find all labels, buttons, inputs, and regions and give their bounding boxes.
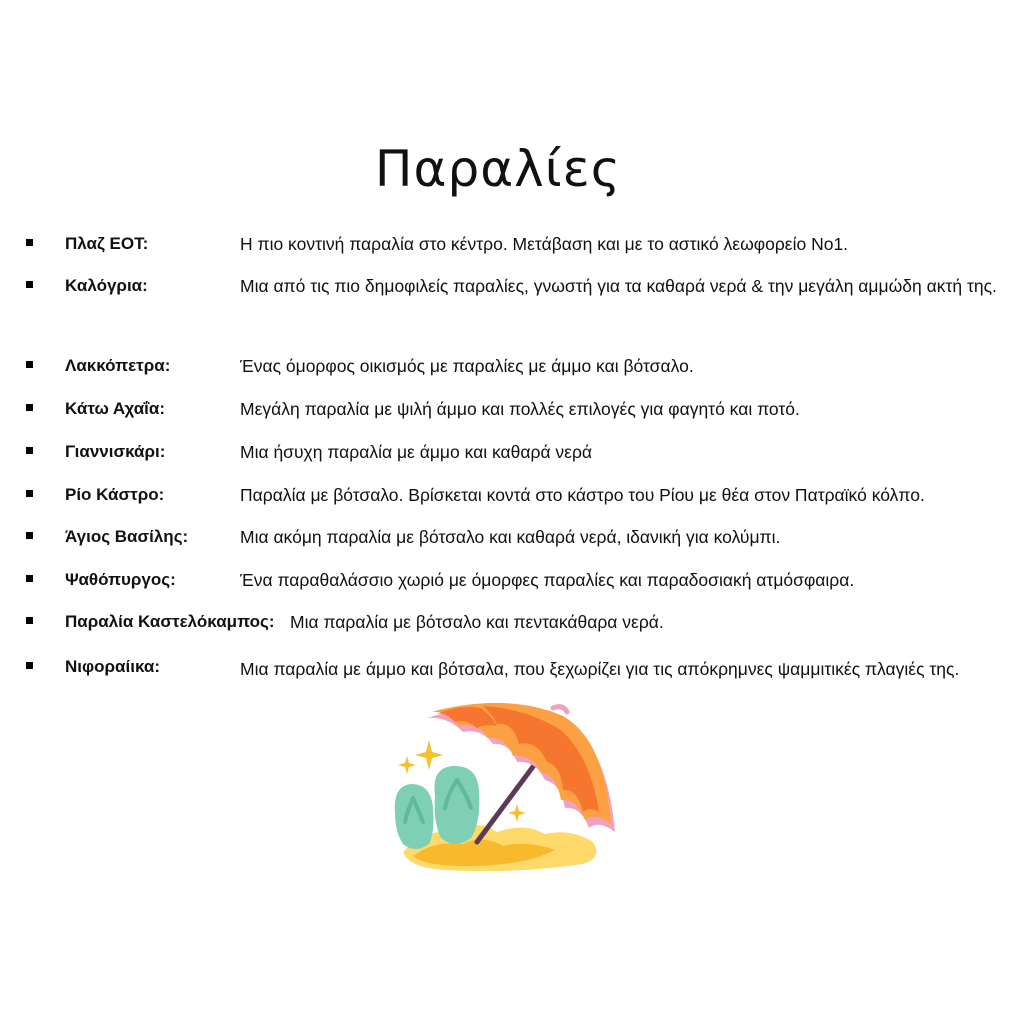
beach-description: Μια από τις πιο δημοφιλείς παραλίες, γνωστή για τα καθαρά νερά & την μεγάλη αμμώδη ακτή της.	[240, 276, 997, 296]
bullet-icon	[26, 490, 33, 497]
beach-name: Παραλία Καστελόκαμπος:	[65, 612, 275, 631]
bullet-icon	[26, 239, 33, 246]
beach-description: Η πιο κοντινή παραλία στο κέντρο. Μετάβαση και με το αστικό λεωφορείο Νο1.	[240, 234, 849, 254]
beach-description: Ένας όμορφος οικισμός με παραλίες με άμμο και βότσαλο.	[240, 356, 694, 376]
beach-description: Παραλία με βότσαλο. Βρίσκεται κοντά στο κάστρο του Ρίου με θέα στον Πατραϊκό κόλπο.	[240, 485, 925, 505]
bullet-icon	[26, 662, 33, 669]
bullet-icon	[26, 532, 33, 539]
bullet-icon	[26, 281, 33, 288]
bullet-icon	[26, 617, 33, 624]
sparkle-icon	[508, 804, 526, 822]
beach-description: Μια ήσυχη παραλία με άμμο και καθαρά νερά	[240, 442, 593, 462]
beach-name: Ψαθόπυργος:	[65, 570, 176, 589]
beach-name: Ρίο Κάστρο:	[65, 485, 165, 504]
beach-description: Ένα παραθαλάσσιο χωριό με όμορφες παραλίες και παραδοσιακή ατμόσφαιρα.	[240, 570, 855, 590]
beach-name: Κάτω Αχαΐα:	[65, 399, 166, 418]
flip-flop-front	[434, 766, 479, 844]
flip-flop-back	[395, 784, 434, 849]
beach-name: Νιφοραίικα:	[65, 657, 160, 676]
beach-description: Μια ακόμη παραλία με βότσαλο και καθαρά νερά, ιδανική για κολύμπι.	[240, 527, 781, 547]
bullet-icon	[26, 404, 33, 411]
sparkle-icon	[398, 756, 416, 774]
bullet-icon	[26, 575, 33, 582]
umbrella-tip	[553, 707, 567, 712]
beach-umbrella-flip-flops-icon	[385, 700, 620, 885]
bullet-icon	[26, 361, 33, 368]
beach-name: Άγιος Βασίλης:	[65, 527, 189, 546]
beach-description: Μια παραλία με άμμο και βότσαλα, που ξεχωρίζει για τις απόκρημνες ψαμμιτικές πλαγιές της.	[240, 659, 960, 679]
beach-description: Μια παραλία με βότσαλο και πεντακάθαρα νερά.	[290, 612, 664, 632]
bullet-icon	[26, 447, 33, 454]
beach-name: Πλαζ ΕΟΤ:	[65, 234, 149, 253]
beach-name: Λακκόπετρα:	[65, 356, 171, 375]
beach-name: Γιαννισκάρι:	[65, 442, 166, 461]
page-title: Παραλίες	[374, 140, 622, 198]
beach-name: Καλόγρια:	[65, 276, 148, 295]
beach-description: Μεγάλη παραλία με ψιλή άμμο και πολλές επιλογές για φαγητό και ποτό.	[240, 399, 800, 419]
sparkle-icon	[415, 740, 443, 770]
